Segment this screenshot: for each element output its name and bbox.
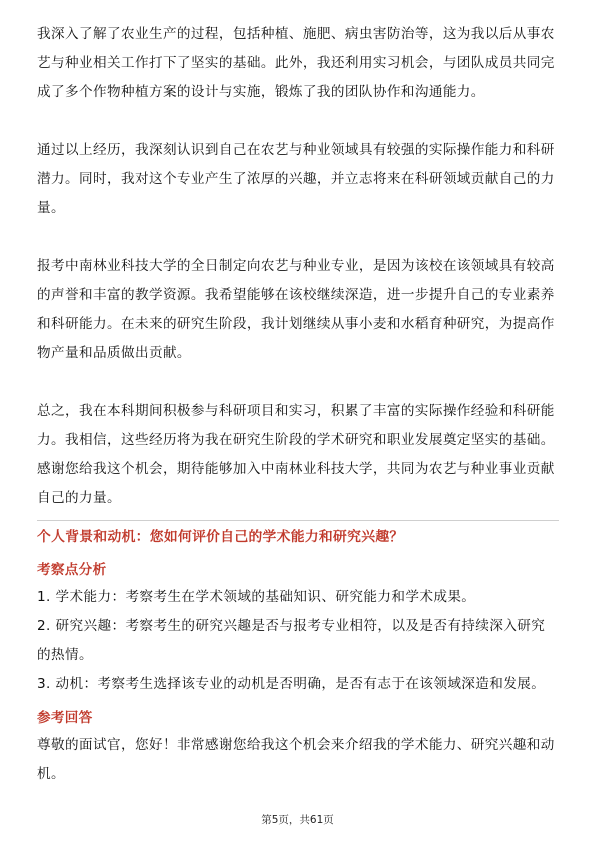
question-heading: 个人背景和动机：您如何评价自己的学术能力和研究兴趣？: [37, 529, 404, 545]
analysis-item-3: 3. 动机：考察考生选择该专业的动机是否明确，是否有志于在该领域深造和发展。: [37, 676, 546, 692]
section-divider: [37, 520, 559, 521]
answer-heading: 参考回答: [37, 710, 93, 726]
body-paragraph-2: 通过以上经历，我深刻认识到自己在农艺与种业领域具有较强的实际操作能力和科研潜力。同时，我对这个专业产生了浓厚的兴趣，并立志将来在科研领域贡献自己的力量。: [37, 142, 555, 216]
analysis-item-2: 2. 研究兴趣：考察考生的研究兴趣是否与报考专业相符，以及是否有持续深入研究的热情。: [37, 618, 546, 663]
body-paragraph-4: 总之，我在本科期间积极参与科研项目和实习，积累了丰富的实际操作经验和科研能力。我相信，这些经历将为我在研究生阶段的学术研究和职业发展奠定坚实的基础。感谢您给我这个机会，期待能够加入中南林业科技大学，共同为农艺与种业事业贡献自己的力量。: [37, 403, 555, 506]
analysis-item-1: 1. 学术能力：考察考生在学术领域的基础知识、研究能力和学术成果。: [37, 589, 476, 605]
answer-text: 尊敬的面试官，您好！非常感谢您给我这个机会来介绍我的学术能力、研究兴趣和动机。: [37, 737, 555, 782]
body-paragraph-1: 我深入了解了农业生产的过程，包括种植、施肥、病虫害防治等，这为我以后从事农艺与种业相关工作打下了坚实的基础。此外，我还利用实习机会，与团队成员共同完成了多个作物种植方案的设计与实施，锻炼了我的团队协作和沟通能力。: [37, 26, 555, 100]
page-number-footer: 第5页，共61页: [261, 814, 334, 826]
body-paragraph-3: 报考中南林业科技大学的全日制定向农艺与种业专业，是因为该校在该领域具有较高的声誉和丰富的教学资源。我希望能够在该校继续深造，进一步提升自己的专业素养和科研能力。在未来的研究生阶段，我计划继续从事小麦和水稻育种研究，为提高作物产量和品质做出贡献。: [37, 258, 555, 361]
analysis-heading: 考察点分析: [37, 562, 107, 578]
